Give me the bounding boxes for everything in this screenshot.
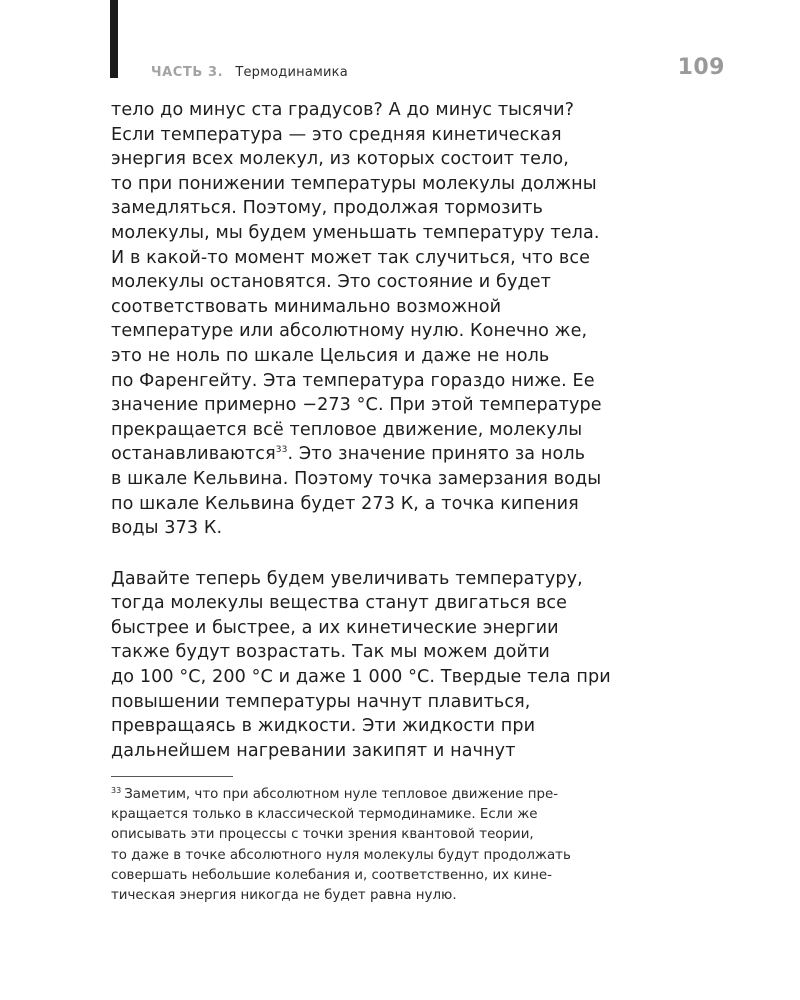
footnote-line: кращается только в классической термодинамике. Если же xyxy=(111,807,538,823)
footnote-marker: 33 xyxy=(111,786,122,795)
text-line: тело до минус ста градусов? А до минус тысячи? xyxy=(111,100,575,120)
footnote-line: тическая энергия никогда не будет равна нулю. xyxy=(111,888,457,904)
text-line: это не ноль по шкале Цельсия и даже не ноль xyxy=(111,345,550,366)
text-line: превращаясь в жидкости. Эти жидкости при xyxy=(111,716,536,737)
text-line: Если температура — это средняя кинетическая xyxy=(111,124,562,145)
paragraph-heating xyxy=(111,567,681,764)
text-line: И в какой-то момент может так случиться, что все xyxy=(111,247,591,268)
text-line: значение примерно −273 °С. При этой температуре xyxy=(111,395,602,416)
text-line: Давайте теперь будем увеличивать температуру, xyxy=(111,568,583,589)
text-line: тогда молекулы вещества станут двигаться все xyxy=(111,593,568,614)
body-text xyxy=(111,98,681,763)
text-line: молекулы остановятся. Это состояние и будет xyxy=(111,272,552,293)
text-line: по Фаренгейту. Эта температура гораздо ниже. Ее xyxy=(111,370,595,391)
text-line: молекулы, мы будем уменьшать температуру тела. xyxy=(111,222,600,243)
text-line: по шкале Кельвина будет 273 К, а точка кипения xyxy=(111,493,579,514)
text-line: в шкале Кельвина. Поэтому точка замерзания воды xyxy=(111,468,602,489)
footnote-reference[interactable]: 33 xyxy=(275,445,288,456)
text-line: повышении температуры начнут плавиться, xyxy=(111,691,531,712)
text-line: то при понижении температуры молекулы должны xyxy=(111,173,597,194)
text-line: дальнейшем нагревании закипят и начнут xyxy=(111,740,516,761)
footnote xyxy=(111,785,671,906)
running-head xyxy=(151,64,348,82)
paragraph-absolute-zero xyxy=(111,98,681,541)
text-fragment: . Это значение принято за ноль xyxy=(287,444,586,465)
text-line-with-footnote xyxy=(111,442,681,467)
text-line: также будут возрастать. Так мы можем дойти xyxy=(111,642,550,663)
text-line: прекращается всё тепловое движение, молекулы xyxy=(111,419,583,440)
page-number: 109 xyxy=(677,55,725,80)
text-line: воды 373 К. xyxy=(111,518,223,539)
text-line: энергия всех молекул, из которых состоит тело, xyxy=(111,149,569,170)
text-line: замедляться. Поэтому, продолжая тормозить xyxy=(111,198,543,219)
text-line: температуре или абсолютному нулю. Конечно же, xyxy=(111,321,588,342)
text-fragment: останавливаются xyxy=(111,444,276,465)
text-line: быстрее и быстрее, а их кинетические энергии xyxy=(111,617,559,638)
footnote-text: Заметим, что при абсолютном нуле тепловое движение пре- xyxy=(124,787,559,802)
chapter-title: Термодинамика xyxy=(235,65,348,80)
footnote-divider xyxy=(111,776,233,777)
footnote-line: описывать эти процессы с точки зрения квантовой теории, xyxy=(111,827,534,843)
text-line: до 100 °С, 200 °С и даже 1 000 °С. Твердые тела при xyxy=(111,667,611,688)
margin-bar xyxy=(110,0,118,78)
footnote-line: то даже в точке абсолютного нуля молекулы будут продолжать xyxy=(111,847,571,863)
part-label: ЧАСТЬ 3. xyxy=(151,65,224,80)
text-line: соответствовать минимально возможной xyxy=(111,296,502,317)
footnote-line xyxy=(111,785,671,805)
footnote-line: совершать небольшие колебания и, соответственно, их кине- xyxy=(111,867,552,883)
